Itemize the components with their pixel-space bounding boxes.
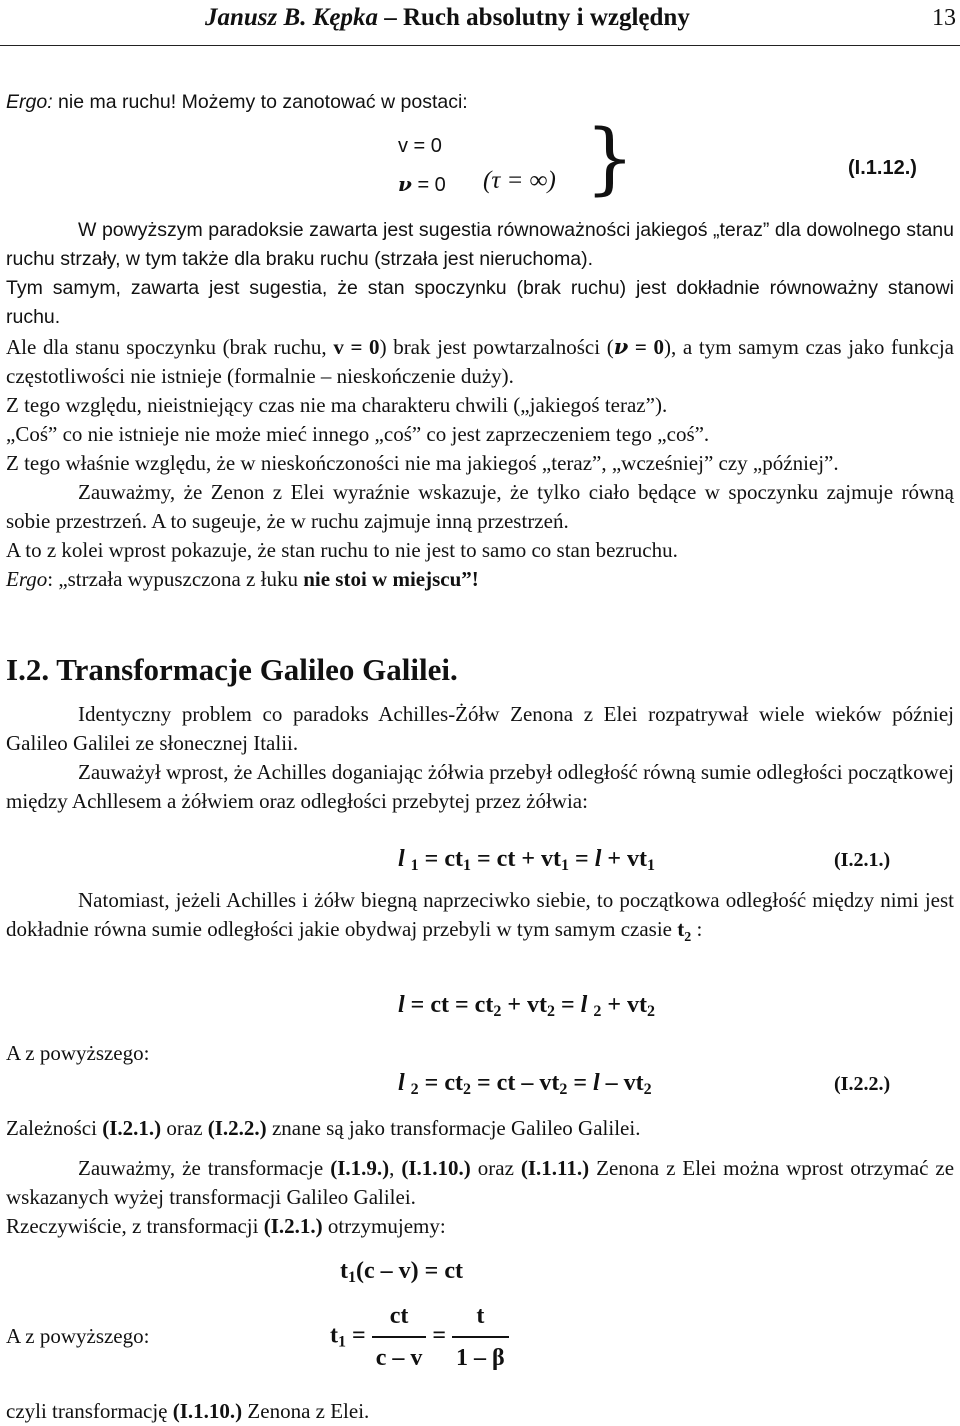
fraction-ct-over-c-minus-v: $\frac{ct}{c - v}$ (372, 1298, 427, 1376)
ergo-text: nie ma ruchu! Możemy to zanotować w postaci: (52, 91, 468, 113)
eq-number-i-2-2: (I.2.2.) (834, 1073, 891, 1095)
equation-t1-product: $t_1(c - v)$ = ct (340, 1258, 463, 1286)
header-author: Janusz B. Kępka (205, 4, 378, 31)
paragraph-sugestia (6, 216, 954, 332)
ergo-label: Ergo (6, 567, 48, 591)
equation-sum-distance: l = ct = $ct_2 + vt_2 = l$ $_2 + vt_2$ (398, 992, 656, 1020)
paragraph-text: Zauważył wprost, że Achilles doganiając żółwia przebył odległość równą sumie odległości początkowej między Achllesem a żółwiem oraz odległości przebytej przez żółwia: (6, 760, 954, 813)
eq-nu-zero: ν = 0 (398, 172, 446, 196)
paragraph-text: Rzeczywiście, z transformacji (I.2.1.) otrzymujemy: (6, 1214, 446, 1238)
label-a-z-powyzszego: A z powyższego: (6, 1041, 150, 1065)
paragraph-zaleznosci (6, 1114, 954, 1143)
equation-i-2-2: l $_2 = ct_2$ = ct – $vt_2 = l - vt_2$ (398, 1070, 652, 1098)
running-header (205, 3, 690, 33)
paragraph-spoczynek (6, 332, 954, 594)
paragraph-text: Z tego właśnie względu, że w nieskończoności nie ma jakiegoś „teraz”, „wcześniej” czy „później”. (6, 451, 839, 475)
paragraph-galileo-intro (6, 700, 954, 816)
paragraph-text: Identyczny problem co paradoks Achilles-Żółw Zenona z Elei rozpatrywał wiele wieków później Galileo Galilei ze słonecznej Italii. (6, 702, 954, 755)
paragraph-text: Ale dla stanu spoczynku (brak ruchu, v = 0) brak jest powtarzalności (ν = 0), a tym samym czas jako funkcja częstotliwości nie istnieje (formalnie – nieskończenie duży). (6, 334, 955, 388)
nu-symbol: ν (398, 172, 412, 196)
paragraph-text: Z tego względu, nieistniejący czas nie ma charakteru chwili („jakiegoś teraz”). (6, 393, 668, 417)
eq-number-i-2-1: (I.2.1.) (834, 849, 891, 871)
equation-i-2-1: l $_1 = ct_1$ = ct + $vt_1 = l + vt_1$ (398, 846, 656, 874)
paragraph-text: Zauważmy, że Zenon z Elei wyraźnie wskazuje, że tylko ciało będące w spoczynku zajmuje równą sobie przestrzeń. A to sugeuje, że w ruchu zajmuje inną przestrzeń. (6, 480, 954, 533)
paragraph-text: Ergo: „strzała wypuszczona z łuku nie stoi w miejscu”! (6, 567, 479, 591)
label-a-z-powyzszego: A z powyższego: (6, 1324, 150, 1348)
paragraph-text: Natomiast, jeżeli Achilles i żółw biegną naprzeciwko siebie, to początkowa odległość między nimi jest dokładnie równa sumie odległości jakie obydwaj przebyli w tym samym czasie $t_2$ : (6, 888, 954, 946)
header-title: Ruch absolutny i względny (402, 4, 690, 31)
paragraph-text: „Coś” co nie istnieje nie może mieć innego „coś” co jest zaprzeczeniem tego „coś”. (6, 422, 710, 446)
eq-number-i-1-12: (I.1.12.) (848, 157, 917, 179)
final-line: czyli transformację (I.1.10.) Zenona z Elei. (6, 1399, 370, 1423)
paragraph-text: Zauważmy, że transformacje (I.1.9.), (I.1.10.) oraz (I.1.11.) Zenona z Elei można wprost otrzymać ze wskazanych wyżej transformacji Galileo Galilei. (6, 1156, 955, 1209)
paragraph-zauwazmy (6, 1154, 954, 1241)
eq-v-zero: v = 0 (398, 135, 442, 157)
equation-t1-fraction: $t_1$ = $\frac{ct}{c - v}$ = $\frac{t}{1 - \beta}$ (330, 1298, 509, 1376)
paragraph-text: W powyższym paradoksie zawarta jest sugestia równoważności jakiegoś „teraz” dla dowolnego stanu ruchu strzały, w tym także dla braku ruchu (strzała jest nieruchoma). (6, 219, 954, 270)
paragraph-naprzeciwko (6, 886, 954, 952)
eq-tau-infinity: (τ = ∞) (483, 167, 556, 194)
paragraph-text: Tym samym, zawarta jest sugestia, że stan spoczynku (brak ruchu) jest dokładnie równoważny stanowi ruchu. (6, 277, 954, 328)
section-heading: I.2. Transformacje Galileo Galilei. (6, 652, 458, 687)
paragraph-text: Zależności (I.2.1.) oraz (I.2.2.) znane są jako transformacje Galileo Galilei. (6, 1116, 641, 1140)
header-dash: – (384, 4, 397, 31)
nu-symbol: ν (613, 334, 629, 359)
header-divider (0, 45, 960, 46)
eq-brace: } (585, 114, 635, 204)
paragraph-text: A to z kolei wprost pokazuje, że stan ruchu to nie jest to samo co stan bezruchu. (6, 538, 678, 562)
ergo-line (6, 88, 468, 117)
page-number: 13 (932, 5, 956, 31)
fraction-t-over-one-minus-beta: $\frac{t}{1 - \beta}$ (452, 1298, 509, 1376)
ergo-label: Ergo: (6, 91, 53, 113)
